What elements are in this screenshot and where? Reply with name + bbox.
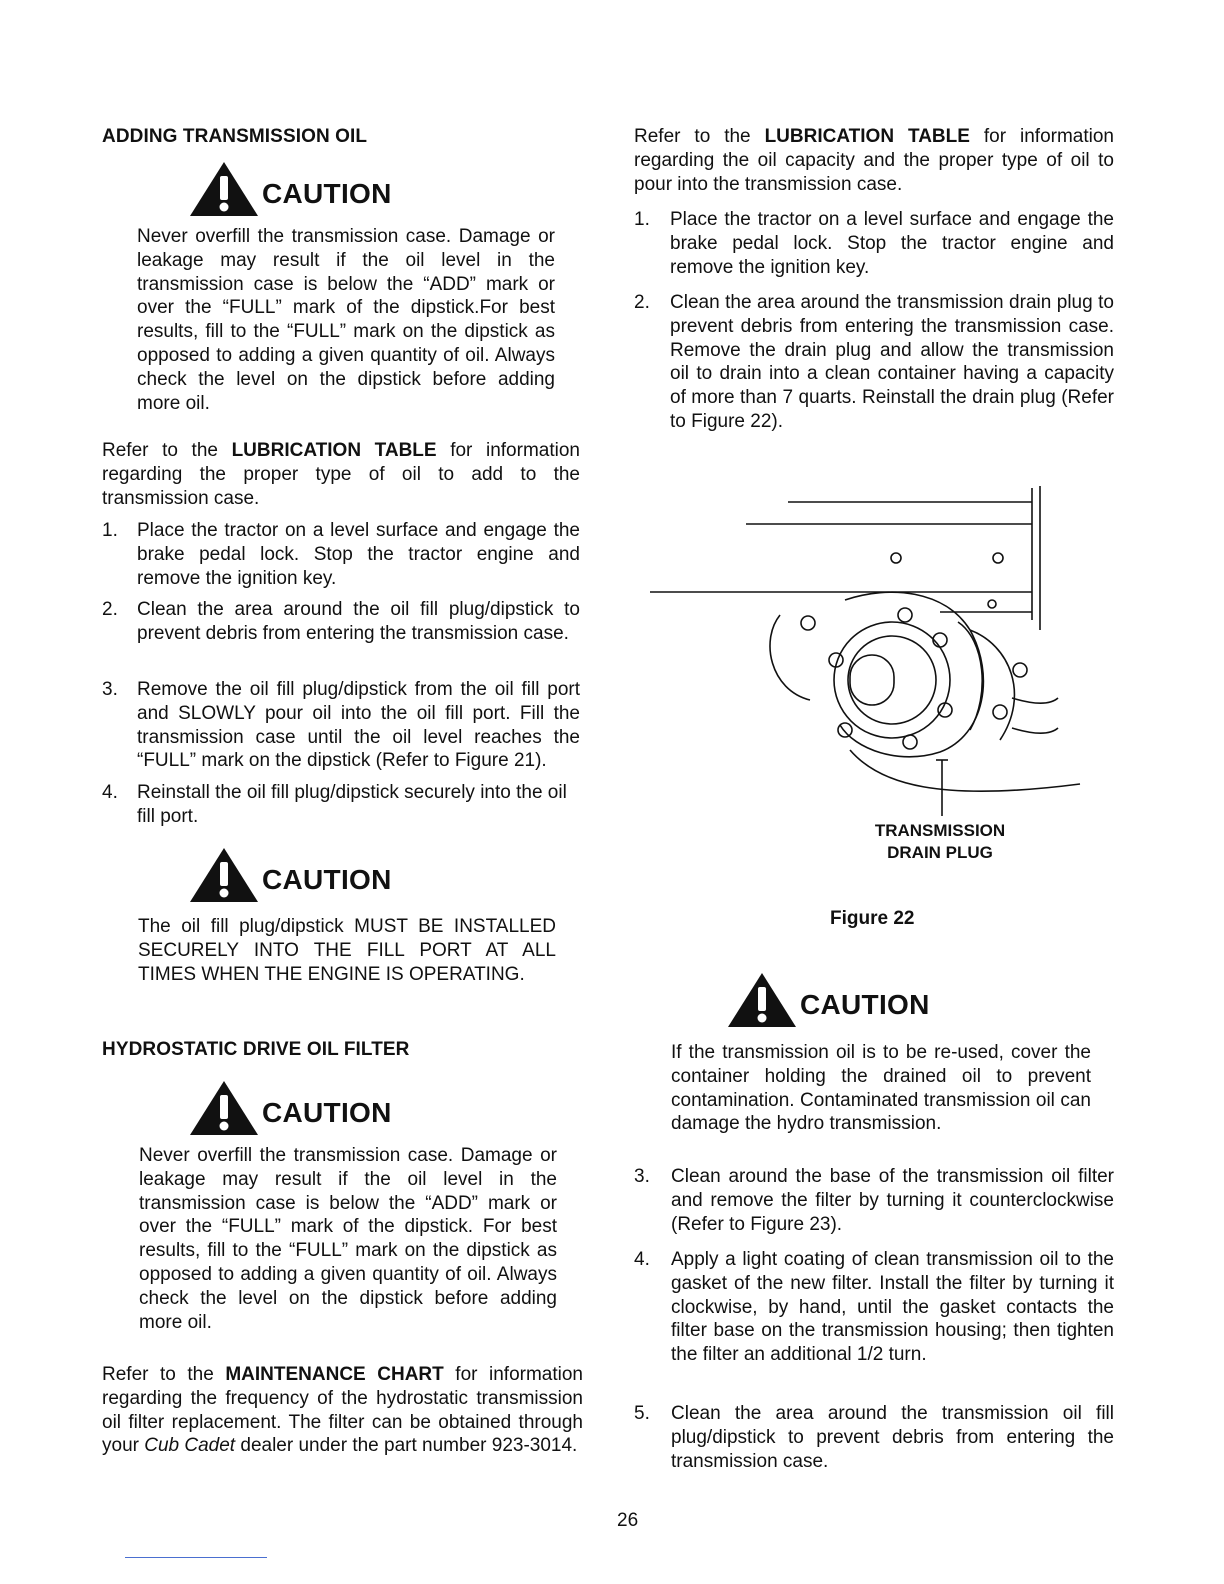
drain-plug-label [840, 820, 1040, 864]
intro-pre: Refer to the [634, 126, 765, 147]
caution-box-1 [188, 160, 392, 218]
step-text: Place the tractor on a level surface and engage the brake pedal lock. Stop the tractor engine and remove the ignition key. [137, 520, 580, 589]
caution-text-4: If the transmission oil is to be re-used, cover the container holding the drained oil to prevent contamination. Contaminated transmission oil can damage the hydro transmission. [671, 1042, 1091, 1135]
step-number: 5. [634, 1403, 650, 1424]
step-text: Clean the area around the transmission drain plug to prevent debris from entering the transmission case. Remove the drain plug and allow the transmission oil to drain into a clean container having a capacity of more than 7 quarts. Reinstall the drain plug (Refer to Figure 22). [670, 292, 1114, 432]
footer-rule [125, 1557, 267, 1558]
intro-post: for information regarding the proper type of oil to add to the transmission case. [102, 440, 580, 509]
para-post: dealer under the part number 923-3014. [235, 1435, 578, 1457]
step-text: Remove the oil fill plug/dipstick from the oil fill port and SLOWLY pour oil into the oil fill port. Fill the transmission case until the oil level reaches the “FULL” mark on the dipstick (Refer to Figure 21). [137, 679, 580, 772]
para-mid: for information regarding the frequency of the hydrostatic transmission oil filter replacement. The filter can be obtained through your [102, 1364, 584, 1457]
list-item [634, 1165, 1114, 1237]
label-line-2: DRAIN PLUG [887, 843, 993, 862]
maintenance-paragraph [102, 1363, 583, 1458]
warning-triangle-icon [188, 160, 260, 218]
step-text: Clean around the base of the transmission oil filter and remove the filter by turning it counterclockwise (Refer to Figure 23). [671, 1166, 1114, 1235]
step-text: Clean the area around the transmission oil fill plug/dipstick to prevent debris from entering the transmission case. [671, 1403, 1114, 1472]
intro-post: for information regarding the oil capacity and the proper type of oil to pour into the transmission case. [634, 126, 1114, 195]
list-item [634, 1402, 1114, 1474]
list-item [634, 1248, 1114, 1392]
step-number: 1. [634, 209, 650, 230]
list-item [102, 781, 580, 829]
warning-triangle-icon [188, 1079, 260, 1137]
maintenance-chart-ref: MAINTENANCE CHART [225, 1364, 444, 1385]
step-text: Clean the area around the oil fill plug/dipstick to prevent debris from entering the transmission case. [137, 599, 580, 644]
intro-paragraph-lubrication [102, 439, 580, 510]
warning-triangle-icon [726, 971, 798, 1029]
lubrication-table-ref: LUBRICATION TABLE [764, 126, 970, 147]
caution-box-3 [188, 1079, 392, 1137]
step-text: Apply a light coating of clean transmission oil to the gasket of the new filter. Install the filter by turning it clockwise, by hand, until the gasket contacts the filter base on the transmission housing; then tighten the filter an additional 1/2 turn. [671, 1249, 1114, 1366]
list-item [102, 678, 580, 774]
caution-box-4 [726, 971, 930, 1029]
lubrication-table-ref: LUBRICATION TABLE [231, 440, 437, 461]
step-number: 3. [102, 679, 118, 700]
caution-text-1: Never overfill the transmission case. Damage or leakage may result if the oil level in the transmission case is below the “ADD” mark or over the “FULL” mark of the dipstick.For best results, fill to the “FULL” mark on the dipstick as opposed to adding a given quantity of oil. Always check the level on the dipstick before adding more oil. [137, 226, 555, 414]
warning-triangle-icon [188, 846, 260, 904]
step-number: 1. [102, 520, 118, 541]
caution-label: CAUTION [262, 864, 392, 895]
step-text: Reinstall the oil fill plug/dipstick securely into the oil fill port. [137, 782, 567, 827]
caution-text-3: Never overfill the transmission case. Damage or leakage may result if the oil level in the transmission case is below the “ADD” mark or over the “FULL” mark of the dipstick. For best results, fill to the “FULL” mark on the dipstick as opposed to adding a given quantity of oil. Always check the level on the dipstick before adding more oil. [139, 1145, 557, 1333]
step-number: 2. [634, 292, 650, 313]
list-item [634, 208, 1114, 280]
label-line-1: TRANSMISSION [874, 821, 1006, 840]
step-number: 4. [634, 1249, 650, 1270]
section-heading-hydrostatic-filter: HYDROSTATIC DRIVE OIL FILTER [102, 1039, 410, 1060]
step-number: 2. [102, 599, 118, 620]
list-item [102, 598, 580, 670]
brand-name: Cub Cadet [144, 1435, 236, 1457]
caution-label: CAUTION [262, 1097, 392, 1128]
transmission-drain-plug-illustration [640, 480, 1100, 820]
caution-label: CAUTION [800, 989, 930, 1020]
page-number: 26 [617, 1510, 639, 1531]
list-item [102, 519, 580, 591]
caution-label: CAUTION [262, 178, 392, 209]
intro-pre: Refer to the [102, 440, 232, 461]
step-number: 4. [102, 782, 118, 803]
step-text: Place the tractor on a level surface and engage the brake pedal lock. Stop the tractor engine and remove the ignition key. [670, 209, 1114, 278]
caution-box-2 [188, 846, 392, 904]
figure-caption: Figure 22 [830, 908, 915, 929]
right-intro-paragraph [634, 125, 1114, 196]
caution-text-2: The oil fill plug/dipstick MUST BE INSTALLED SECURELY INTO THE FILL PORT AT ALL TIMES WHEN THE ENGINE IS OPERATING. [138, 916, 556, 985]
section-heading-adding-transmission-oil: ADDING TRANSMISSION OIL [102, 126, 368, 147]
para-pre: Refer to the [102, 1364, 226, 1385]
list-item [634, 291, 1114, 435]
step-number: 3. [634, 1166, 650, 1187]
